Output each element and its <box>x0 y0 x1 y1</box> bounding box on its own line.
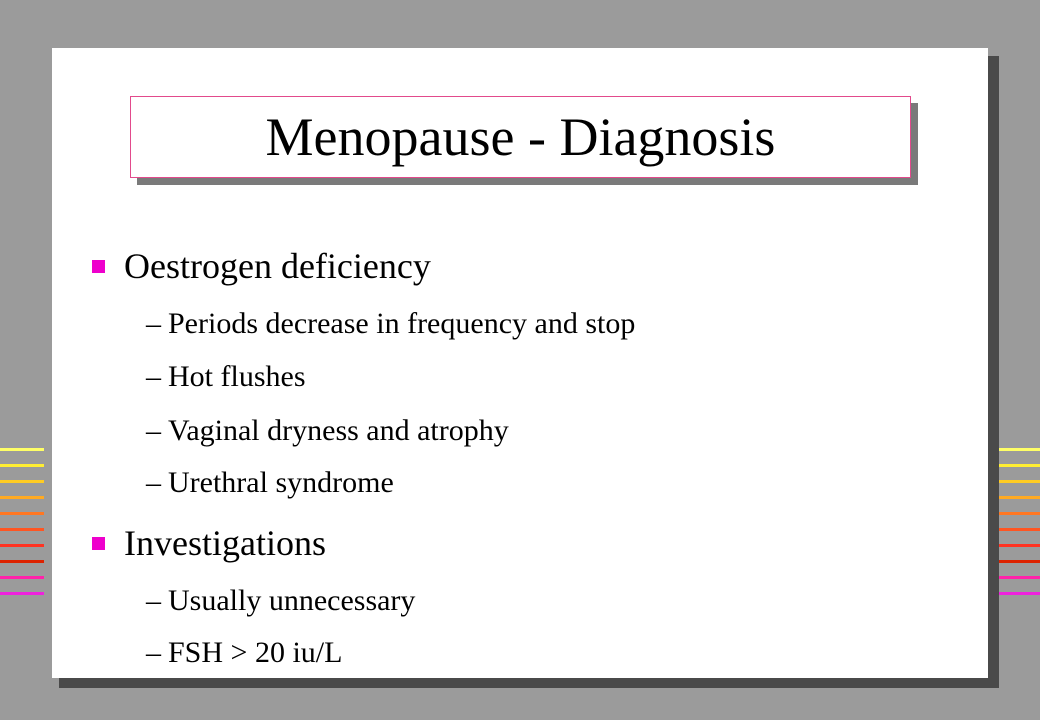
stripe <box>996 496 1040 499</box>
stripe <box>996 512 1040 515</box>
slide-title: Menopause - Diagnosis <box>265 107 776 167</box>
bullet-heading: Investigations <box>124 523 326 563</box>
stripe <box>0 448 44 451</box>
sub-item <box>146 362 306 392</box>
square-bullet-icon <box>92 537 105 550</box>
bullet-investigations <box>92 525 326 561</box>
square-bullet-icon <box>92 260 105 273</box>
stripe <box>0 560 44 563</box>
stripe <box>996 480 1040 483</box>
stripe <box>996 528 1040 531</box>
stripe <box>0 528 44 531</box>
stripe <box>0 592 44 595</box>
sub-item <box>146 309 635 339</box>
sub-item-text: Usually unnecessary <box>168 584 416 617</box>
sub-item-text: Urethral syndrome <box>168 466 394 499</box>
stripe <box>0 544 44 547</box>
stripe <box>996 544 1040 547</box>
sub-item <box>146 586 415 616</box>
stripe <box>0 576 44 579</box>
bullet-oestrogen-deficiency <box>92 248 431 284</box>
stripe <box>996 560 1040 563</box>
sub-item <box>146 638 342 668</box>
title-box <box>130 96 911 178</box>
stripe <box>996 448 1040 451</box>
sub-item-text: Vaginal dryness and atrophy <box>168 414 509 447</box>
stripe <box>996 576 1040 579</box>
sub-item-text: Hot flushes <box>168 360 306 393</box>
dash-marker: – <box>146 466 161 499</box>
dash-marker: – <box>146 584 161 617</box>
stripe <box>996 592 1040 595</box>
dash-marker: – <box>146 307 161 340</box>
sub-item-text: FSH > 20 iu/L <box>168 636 343 669</box>
bullet-heading: Oestrogen deficiency <box>124 246 431 286</box>
stripe <box>996 464 1040 467</box>
dash-marker: – <box>146 360 161 393</box>
stripe <box>0 512 44 515</box>
stripe <box>0 480 44 483</box>
stripe <box>0 496 44 499</box>
sub-item-text: Periods decrease in frequency and stop <box>168 307 636 340</box>
dash-marker: – <box>146 414 161 447</box>
stripe <box>0 464 44 467</box>
sub-item <box>146 468 394 498</box>
dash-marker: – <box>146 636 161 669</box>
sub-item <box>146 416 509 446</box>
